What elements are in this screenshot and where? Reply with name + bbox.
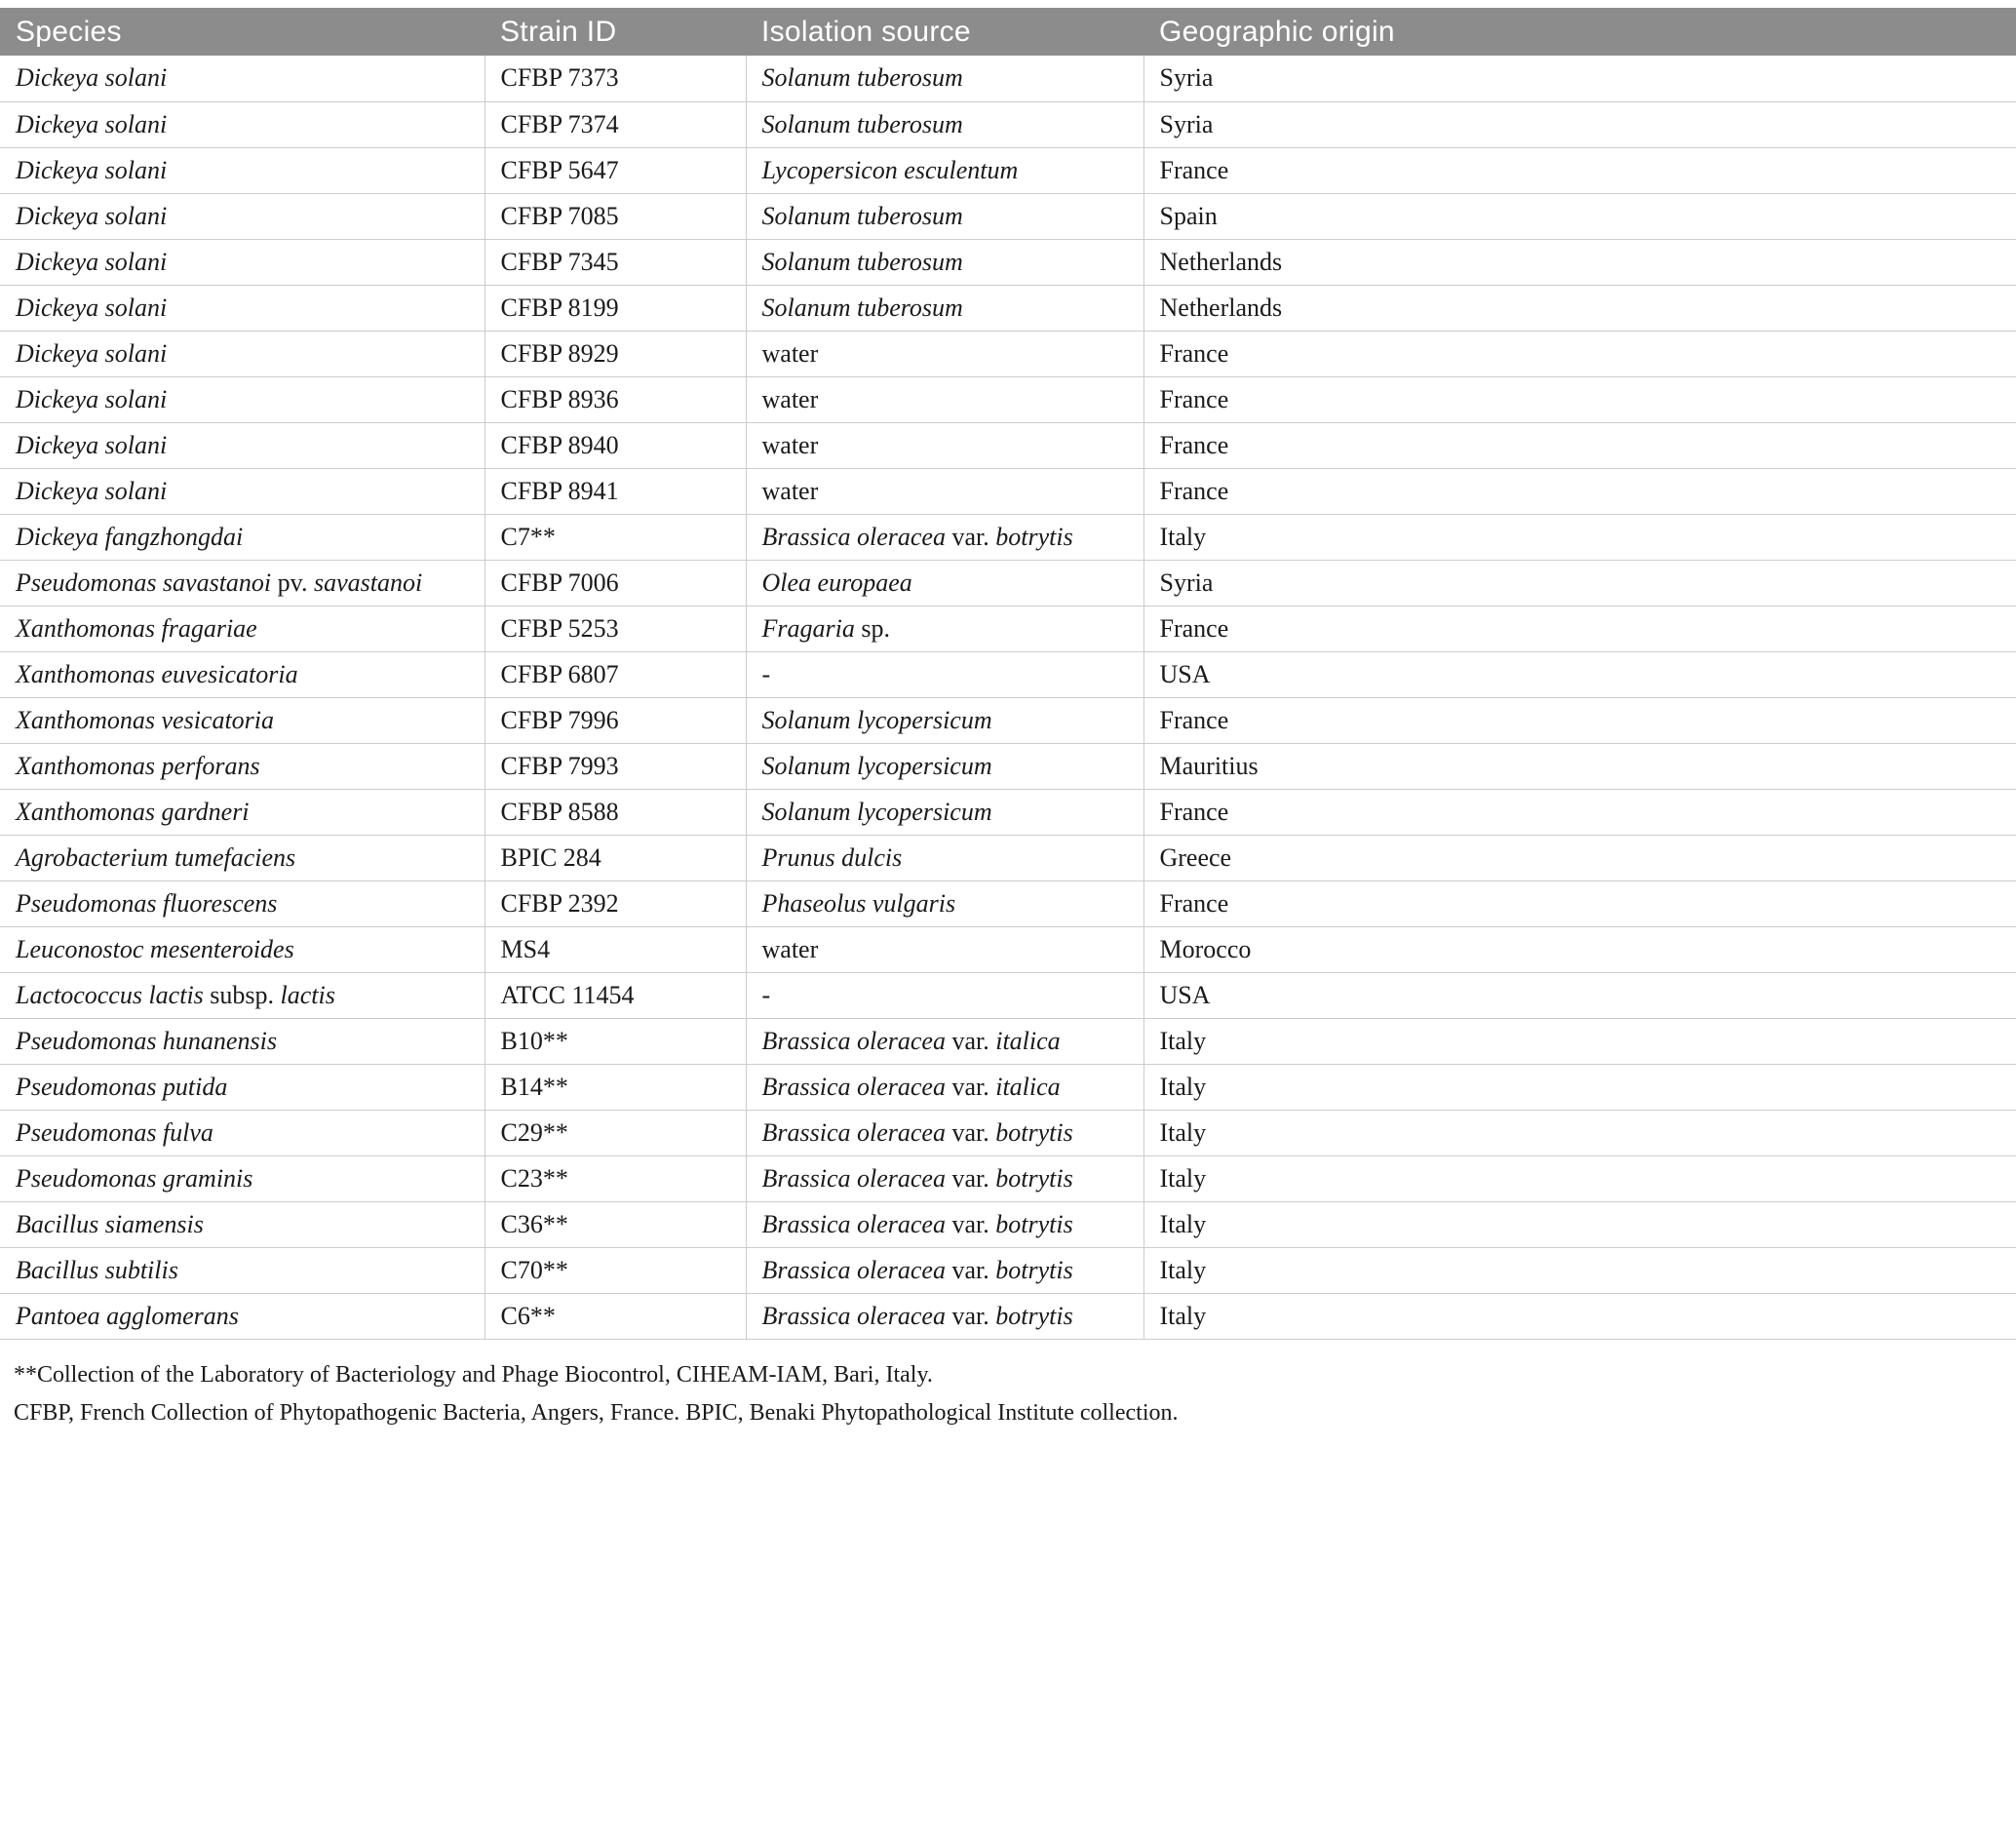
isolation-source-cell: Brassica oleracea var. botrytis xyxy=(746,1201,1144,1247)
table-row xyxy=(0,514,2016,560)
isolation-source-cell: Solanum lycopersicum xyxy=(746,789,1144,835)
species-cell: Agrobacterium tumefaciens xyxy=(0,835,485,880)
strain-id-cell: CFBP 7085 xyxy=(485,193,746,239)
geographic-origin-cell: USA xyxy=(1144,651,2016,697)
species-cell: Dickeya solani xyxy=(0,239,485,285)
species-cell: Lactococcus lactis subsp. lactis xyxy=(0,972,485,1018)
strain-id-cell: CFBP 2392 xyxy=(485,880,746,926)
isolation-source-cell: Fragaria sp. xyxy=(746,606,1144,651)
isolation-source-cell: Solanum tuberosum xyxy=(746,239,1144,285)
isolation-source-cell: water xyxy=(746,926,1144,972)
geographic-origin-cell: USA xyxy=(1144,972,2016,1018)
table-row xyxy=(0,743,2016,789)
species-cell: Xanthomonas gardneri xyxy=(0,789,485,835)
isolation-source-cell: Brassica oleracea var. italica xyxy=(746,1018,1144,1064)
geographic-origin-cell: Netherlands xyxy=(1144,285,2016,331)
species-cell: Dickeya solani xyxy=(0,468,485,514)
geographic-origin-cell: France xyxy=(1144,376,2016,422)
geographic-origin-cell: Syria xyxy=(1144,56,2016,101)
table-row xyxy=(0,1110,2016,1155)
strain-id-cell: C7** xyxy=(485,514,746,560)
table-row xyxy=(0,606,2016,651)
geographic-origin-cell: France xyxy=(1144,468,2016,514)
geographic-origin-cell: Italy xyxy=(1144,1201,2016,1247)
species-cell: Leuconostoc mesenteroides xyxy=(0,926,485,972)
strain-id-cell: BPIC 284 xyxy=(485,835,746,880)
table-row xyxy=(0,697,2016,743)
bacterial-strains-table xyxy=(0,8,2016,1340)
isolation-source-cell: Solanum tuberosum xyxy=(746,56,1144,101)
table-row xyxy=(0,560,2016,606)
table-row xyxy=(0,651,2016,697)
strain-id-cell: CFBP 6807 xyxy=(485,651,746,697)
geographic-origin-cell: Greece xyxy=(1144,835,2016,880)
strain-id-cell: C6** xyxy=(485,1293,746,1339)
species-cell: Dickeya solani xyxy=(0,331,485,376)
footnote-collection-note: **Collection of the Laboratory of Bacteriology and Phage Biocontrol, CIHEAM-IAM, Bari, Italy. xyxy=(14,1361,933,1388)
table-row xyxy=(0,880,2016,926)
geographic-origin-cell: Syria xyxy=(1144,101,2016,147)
table-row xyxy=(0,331,2016,376)
isolation-source-cell: water xyxy=(746,376,1144,422)
isolation-source-cell: water xyxy=(746,331,1144,376)
isolation-source-cell: Brassica oleracea var. botrytis xyxy=(746,1155,1144,1201)
column-header-strain-id: Strain ID xyxy=(485,8,746,56)
species-cell: Xanthomonas perforans xyxy=(0,743,485,789)
isolation-source-cell: Solanum lycopersicum xyxy=(746,697,1144,743)
strain-id-cell: CFBP 8588 xyxy=(485,789,746,835)
species-cell: Pantoea agglomerans xyxy=(0,1293,485,1339)
strain-id-cell: CFBP 7006 xyxy=(485,560,746,606)
species-cell: Dickeya solani xyxy=(0,422,485,468)
table-row xyxy=(0,376,2016,422)
isolation-source-cell: Brassica oleracea var. italica xyxy=(746,1064,1144,1110)
species-cell: Dickeya solani xyxy=(0,56,485,101)
strain-id-cell: CFBP 8940 xyxy=(485,422,746,468)
table-row xyxy=(0,1018,2016,1064)
isolation-source-cell: Solanum tuberosum xyxy=(746,193,1144,239)
table-row xyxy=(0,468,2016,514)
strain-id-cell: CFBP 8941 xyxy=(485,468,746,514)
geographic-origin-cell: Italy xyxy=(1144,1110,2016,1155)
geographic-origin-cell: Italy xyxy=(1144,1247,2016,1293)
species-cell: Bacillus subtilis xyxy=(0,1247,485,1293)
isolation-source-cell: Brassica oleracea var. botrytis xyxy=(746,1247,1144,1293)
strain-id-cell: CFBP 5253 xyxy=(485,606,746,651)
species-cell: Dickeya solani xyxy=(0,285,485,331)
isolation-source-cell: Brassica oleracea var. botrytis xyxy=(746,1293,1144,1339)
strain-id-cell: CFBP 8936 xyxy=(485,376,746,422)
species-cell: Pseudomonas graminis xyxy=(0,1155,485,1201)
geographic-origin-cell: Netherlands xyxy=(1144,239,2016,285)
isolation-source-cell: water xyxy=(746,468,1144,514)
geographic-origin-cell: Italy xyxy=(1144,1155,2016,1201)
strain-id-cell: CFBP 5647 xyxy=(485,147,746,193)
table-row xyxy=(0,285,2016,331)
strain-id-cell: CFBP 7373 xyxy=(485,56,746,101)
species-cell: Xanthomonas vesicatoria xyxy=(0,697,485,743)
table-row xyxy=(0,1064,2016,1110)
geographic-origin-cell: France xyxy=(1144,331,2016,376)
column-header-isolation-source: Isolation source xyxy=(746,8,1144,56)
footnote-abbreviations: CFBP, French Collection of Phytopathogenic Bacteria, Angers, France. BPIC, Benaki Phytopathological Institute collection. xyxy=(14,1400,1179,1427)
isolation-source-cell: Brassica oleracea var. botrytis xyxy=(746,1110,1144,1155)
geographic-origin-cell: Italy xyxy=(1144,1064,2016,1110)
isolation-source-cell: water xyxy=(746,422,1144,468)
strain-id-cell: C29** xyxy=(485,1110,746,1155)
isolation-source-cell: - xyxy=(746,651,1144,697)
geographic-origin-cell: France xyxy=(1144,147,2016,193)
geographic-origin-cell: France xyxy=(1144,880,2016,926)
geographic-origin-cell: Spain xyxy=(1144,193,2016,239)
geographic-origin-cell: France xyxy=(1144,789,2016,835)
species-cell: Pseudomonas fulva xyxy=(0,1110,485,1155)
table-row xyxy=(0,1201,2016,1247)
species-cell: Xanthomonas fragariae xyxy=(0,606,485,651)
table-row xyxy=(0,101,2016,147)
species-cell: Pseudomonas fluorescens xyxy=(0,880,485,926)
isolation-source-cell: Solanum tuberosum xyxy=(746,285,1144,331)
strain-id-cell: CFBP 7345 xyxy=(485,239,746,285)
strain-id-cell: C70** xyxy=(485,1247,746,1293)
isolation-source-cell: Prunus dulcis xyxy=(746,835,1144,880)
geographic-origin-cell: France xyxy=(1144,422,2016,468)
table-row xyxy=(0,422,2016,468)
species-cell: Dickeya fangzhongdai xyxy=(0,514,485,560)
isolation-source-cell: Phaseolus vulgaris xyxy=(746,880,1144,926)
strain-id-cell: B10** xyxy=(485,1018,746,1064)
species-cell: Dickeya solani xyxy=(0,147,485,193)
table-body xyxy=(0,56,2016,1339)
table-row xyxy=(0,789,2016,835)
geographic-origin-cell: Italy xyxy=(1144,1018,2016,1064)
species-cell: Dickeya solani xyxy=(0,193,485,239)
species-cell: Xanthomonas euvesicatoria xyxy=(0,651,485,697)
strain-id-cell: CFBP 7374 xyxy=(485,101,746,147)
strain-id-cell: CFBP 7996 xyxy=(485,697,746,743)
geographic-origin-cell: Morocco xyxy=(1144,926,2016,972)
species-cell: Pseudomonas savastanoi pv. savastanoi xyxy=(0,560,485,606)
species-cell: Bacillus siamensis xyxy=(0,1201,485,1247)
column-header-geographic-origin: Geographic origin xyxy=(1144,8,2016,56)
column-header-species: Species xyxy=(0,8,485,56)
strain-id-cell: C36** xyxy=(485,1201,746,1247)
isolation-source-cell: - xyxy=(746,972,1144,1018)
strain-id-cell: CFBP 8929 xyxy=(485,331,746,376)
table-row xyxy=(0,193,2016,239)
geographic-origin-cell: Italy xyxy=(1144,1293,2016,1339)
isolation-source-cell: Solanum tuberosum xyxy=(746,101,1144,147)
species-cell: Pseudomonas putida xyxy=(0,1064,485,1110)
table-row xyxy=(0,1155,2016,1201)
table-row xyxy=(0,147,2016,193)
isolation-source-cell: Solanum lycopersicum xyxy=(746,743,1144,789)
geographic-origin-cell: Syria xyxy=(1144,560,2016,606)
strain-id-cell: MS4 xyxy=(485,926,746,972)
table-header-row xyxy=(0,8,2016,56)
geographic-origin-cell: Italy xyxy=(1144,514,2016,560)
table-row xyxy=(0,1293,2016,1339)
strain-id-cell: CFBP 8199 xyxy=(485,285,746,331)
strain-id-cell: CFBP 7993 xyxy=(485,743,746,789)
species-cell: Dickeya solani xyxy=(0,101,485,147)
table-row xyxy=(0,926,2016,972)
isolation-source-cell: Lycopersicon esculentum xyxy=(746,147,1144,193)
table-row xyxy=(0,1247,2016,1293)
isolation-source-cell: Olea europaea xyxy=(746,560,1144,606)
table-row xyxy=(0,972,2016,1018)
geographic-origin-cell: Mauritius xyxy=(1144,743,2016,789)
table-row xyxy=(0,56,2016,101)
table-footnotes xyxy=(0,1340,2016,1430)
species-cell: Pseudomonas hunanensis xyxy=(0,1018,485,1064)
table-row xyxy=(0,239,2016,285)
species-cell: Dickeya solani xyxy=(0,376,485,422)
geographic-origin-cell: France xyxy=(1144,697,2016,743)
strain-id-cell: ATCC 11454 xyxy=(485,972,746,1018)
strain-id-cell: B14** xyxy=(485,1064,746,1110)
strain-id-cell: C23** xyxy=(485,1155,746,1201)
table-row xyxy=(0,835,2016,880)
geographic-origin-cell: France xyxy=(1144,606,2016,651)
isolation-source-cell: Brassica oleracea var. botrytis xyxy=(746,514,1144,560)
